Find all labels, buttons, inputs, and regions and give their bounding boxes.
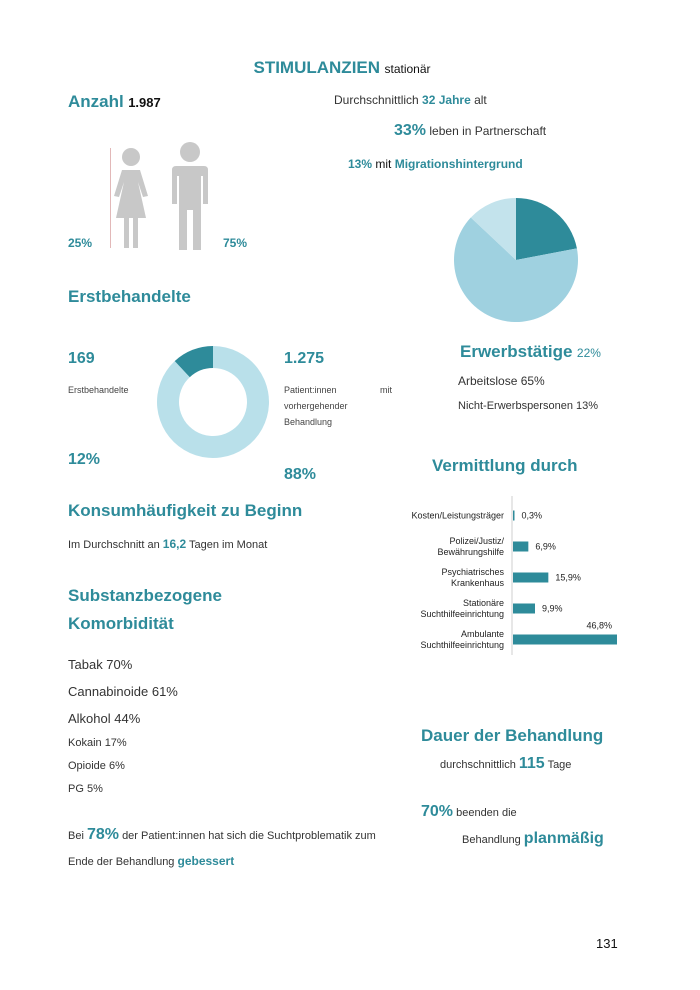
dauer-line-3 xyxy=(462,830,604,848)
female-percentage: 25% xyxy=(68,236,93,250)
komorbiditaet-item: Tabak 70% xyxy=(68,657,133,672)
female-person-icon xyxy=(108,146,154,250)
male-percentage: 75% xyxy=(223,236,248,250)
dauer-title: Dauer der Behandlung xyxy=(421,726,604,745)
bar-1 xyxy=(513,542,528,552)
migration-mid: mit xyxy=(375,157,392,171)
erst-right-pct: 88% xyxy=(284,466,317,483)
besserung-highlight: gebessert xyxy=(177,854,235,868)
bar-value-label: 6,9% xyxy=(535,541,556,552)
komorbiditaet-item: Alkohol 44% xyxy=(68,711,141,726)
komorbiditaet-title-1: Substanzbezogene xyxy=(68,586,222,605)
komorbiditaet-item: Cannabinoide 61% xyxy=(68,684,178,699)
migration-stat xyxy=(348,157,523,171)
partner-text: leben in Partnerschaft xyxy=(429,124,547,138)
erwerb-pct: 22% xyxy=(576,346,601,360)
employment-pie-chart xyxy=(450,194,582,326)
erst-left-pct: 12% xyxy=(68,451,101,468)
erst-right-label-1: Patient:innen xyxy=(284,385,337,395)
komorbiditaet-item: Opioide 6% xyxy=(68,760,125,772)
erwerb-title: Erwerbstätige xyxy=(460,342,573,361)
age-stat xyxy=(334,93,487,107)
migration-text: Migrationshintergrund xyxy=(394,157,523,171)
erst-left-value: 169 xyxy=(68,350,95,367)
age-value: 32 Jahre xyxy=(422,93,471,107)
page-title-row xyxy=(0,58,684,78)
bar-value-label: 15,9% xyxy=(555,572,581,583)
erstbehandelte-title: Erstbehandelte xyxy=(68,287,191,306)
anzahl-label: Anzahl xyxy=(68,92,124,111)
bar-3 xyxy=(513,604,535,614)
male-person-icon xyxy=(168,140,212,252)
page-title: STIMULANZIEN xyxy=(253,58,381,77)
vermittlung-title: Vermittlung durch xyxy=(432,456,578,475)
konsum-text xyxy=(68,537,267,551)
konsum-suffix: Tagen im Monat xyxy=(188,539,268,551)
bar-0 xyxy=(513,511,515,521)
anzahl-heading xyxy=(68,92,161,112)
besserung-line-1 xyxy=(68,826,376,844)
bar-category-label: Kosten/Leistungsträger xyxy=(411,510,504,521)
migration-pct: 13% xyxy=(348,157,373,171)
besserung-text-2: Ende der Behandlung xyxy=(68,856,175,868)
page-subtitle: stationär xyxy=(384,62,431,76)
erst-right-label-4: Behandlung xyxy=(284,417,333,427)
partner-stat xyxy=(394,122,546,140)
age-suffix: alt xyxy=(474,93,487,107)
nicht-erwerb-stat: Nicht-Erwerbspersonen 13% xyxy=(458,400,599,412)
bar-category-label: Ambulante Suchthilfeeinrichtung xyxy=(420,629,504,650)
erwerb-heading xyxy=(460,342,601,362)
komorbiditaet-title-2: Komorbidität xyxy=(68,614,174,633)
erst-right-label-3: vorhergehender xyxy=(284,401,348,411)
donut-slice-vorbehandelt xyxy=(157,346,269,458)
erst-right-label-2: mit xyxy=(380,385,392,395)
dauer-line-1 xyxy=(440,755,571,773)
bar-category-label: Psychiatrisches Krankenhaus xyxy=(441,567,504,588)
anzahl-value: 1.987 xyxy=(128,95,161,110)
dauer-text-2: Behandlung xyxy=(462,834,521,846)
besserung-line-2 xyxy=(68,854,234,868)
bar-value-label: 0,3% xyxy=(521,510,543,521)
bar-value-label: 9,9% xyxy=(542,603,563,614)
komorbiditaet-item: Kokain 17% xyxy=(68,737,127,749)
dauer-suffix: Tage xyxy=(547,759,572,771)
bar-4 xyxy=(513,635,617,645)
vermittlung-bar-chart xyxy=(380,496,620,658)
erstbehandelte-donut-chart xyxy=(155,344,271,460)
dauer-highlight: planmäßig xyxy=(523,830,604,847)
komorbiditaet-item: PG 5% xyxy=(68,783,103,795)
bar-category-label: Stationäre Suchthilfeeinrichtung xyxy=(420,598,504,619)
bar-category-label: Polizei/Justiz/ Bewährungshilfe xyxy=(437,536,504,557)
konsum-title: Konsumhäufigkeit zu Beginn xyxy=(68,501,303,520)
arbeitslose-stat: Arbeitslose 65% xyxy=(458,374,545,388)
partner-pct: 33% xyxy=(394,122,427,139)
dauer-value: 115 xyxy=(518,755,545,772)
konsum-prefix: Im Durchschnitt an xyxy=(68,539,160,551)
besserung-pct: 78% xyxy=(86,826,119,843)
konsum-value: 16,2 xyxy=(162,537,187,551)
page-number: 131 xyxy=(596,936,618,951)
erst-right-value: 1.275 xyxy=(284,350,325,367)
dauer-prefix: durchschnittlich xyxy=(440,759,516,771)
dauer-line-2 xyxy=(421,803,517,821)
bar-value-label: 46,8% xyxy=(586,620,612,631)
age-prefix: Durchschnittlich xyxy=(334,93,419,107)
erst-left-label: Erstbehandelte xyxy=(68,385,129,395)
bar-2 xyxy=(513,573,548,583)
dauer-pct: 70% xyxy=(421,803,454,820)
dauer-text-1: beenden die xyxy=(456,807,517,819)
besserung-text-1: der Patient:innen hat sich die Suchtproblematik zum xyxy=(122,830,376,842)
besserung-prefix: Bei xyxy=(68,830,84,842)
